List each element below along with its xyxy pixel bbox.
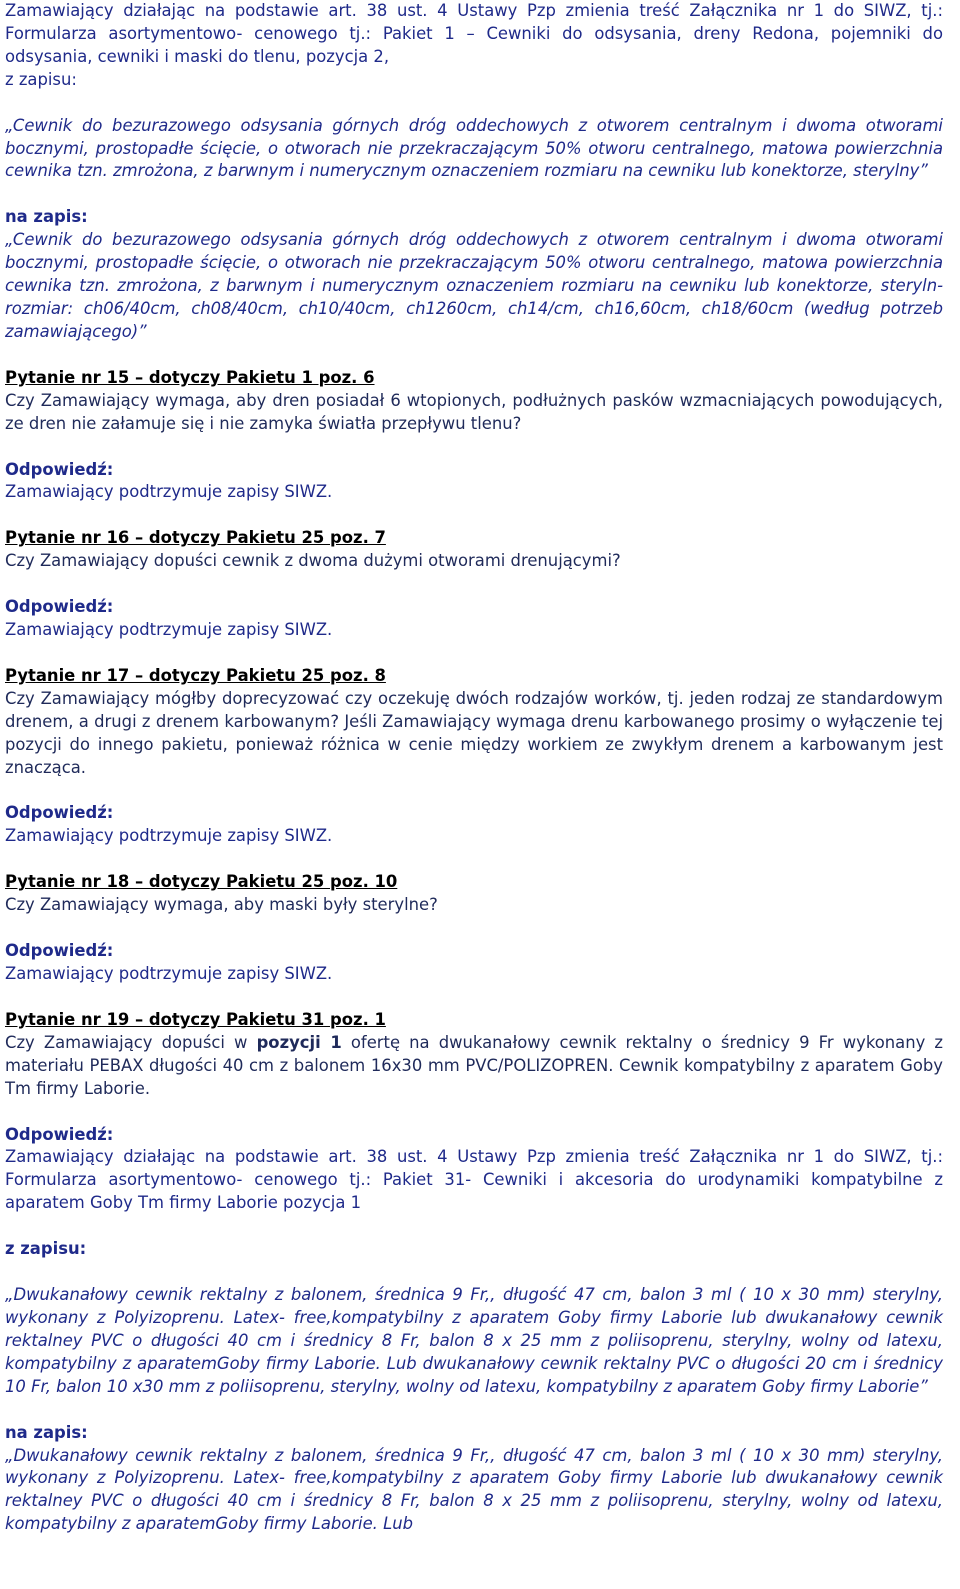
question-17-answer-label: Odpowiedź: (5, 803, 114, 823)
na-zapis-label: na zapis: (5, 207, 88, 227)
question-18-text: Czy Zamawiający wymaga, aby maski były sterylne? (5, 895, 438, 915)
question-15-answer: Zamawiający podtrzymuje zapisy SIWZ. (5, 482, 333, 502)
question-15-header: Pytanie nr 15 – dotyczy Pakietu 1 poz. 6 (5, 367, 375, 387)
document-page (5, 0, 943, 1536)
na-zapis-text: „Cewnik do bezurazowego odsysania górnych dróg oddechowych z otworem centralnym i dwoma otworami bocznymi, prostopadłe ścięcie, o otworach nie przekraczającym 50% otworu centralnego, matowa powierzchnia cewnika tzn. zmrożona, z barwnym i numerycznym oznaczeniem rozmiaru na cewniku lub konektorze, steryln- rozmiar: ch06/40cm, ch08/40cm, ch10/40cm, ch1260cm, ch14/cm, ch16,60cm, ch18/60cm (według potrzeb zamawiającego)” (5, 230, 943, 341)
question-16-answer: Zamawiający podtrzymuje zapisy SIWZ. (5, 620, 333, 640)
question-17-text: Czy Zamawiający mógłby doprecyzować czy oczekuję dwóch rodzajów worków, tj. jeden rodzaj ze standardowym drenem, a drugi z drenem karbowanym? Jeśli Zamawiający wymaga drenu karbowanego prosimy o wyłączenie tej pozycji do innego pakietu, ponieważ różnica w cenie między workiem ze zwykłym drenem a karbowanym jest znacząca. (5, 688, 943, 777)
question-16-answer-label: Odpowiedź: (5, 597, 114, 617)
question-18-header: Pytanie nr 18 – dotyczy Pakietu 25 poz. 10 (5, 872, 398, 892)
question-15-text: Czy Zamawiający wymaga, aby dren posiadał 6 wtopionych, podłużnych pasków wzmacniających powodujących, ze dren nie załamuje się i nie zamyka światła przepływu tlenu? (5, 390, 943, 433)
question-19-answer-label: Odpowiedź: (5, 1124, 114, 1144)
question-19-text-after: ofertę na dwukanałowy cewnik rektalny o średnicy 9 Fr wykonany z materiału PEBAX długości 40 cm z balonem 16x30 mm PVC/POLIZOPREN. Cewnik kompatybilny z aparatem Goby Tm firmy Laborie. (5, 1032, 944, 1098)
question-19-answer: Zamawiający działając na podstawie art. 38 ust. 4 Ustawy Pzp zmienia treść Załącznika nr 1 do SIWZ, tj.: Formularza asortymentowo- cenowego tj.: Pakiet 31- Cewniki i akcesoria do urodynamiki kompatybilne z aparatem Goby Tm firmy Laborie pozycja 1 (5, 1147, 943, 1213)
question-15-answer-label: Odpowiedź: (5, 459, 114, 479)
q19-na-zapis-text: „Dwukanałowy cewnik rektalny z balonem, średnica 9 Fr,, długość 47 cm, balon 3 ml ( 10 x 30 mm) sterylny, wykonany z Polyizoprenu. Latex- free,kompatybilny z aparatem Goby firmy Laborie lub dwukanałowy cewnik rektalney PVC o długości 40 cm i średnicy 8 Fr, balon 8 x 25 mm z poliisoprenu, sterylny, wolny od latexu, kompatybilny z aparatemGoby firmy Laborie. Lub (5, 1445, 943, 1534)
intro-paragraph: Zamawiający działając na podstawie art. 38 ust. 4 Ustawy Pzp zmienia treść Załącznika nr 1 do SIWZ, tj.: Formularza asortymentowo- cenowego tj.: Pakiet 1 – Cewniki do odsysania, dreny Redona, pojemniki do odsysania, cewniki i maski do tlenu, pozycja 2, (5, 1, 943, 66)
question-19-text-before: Czy Zamawiający dopuści w (5, 1032, 257, 1052)
z-zapisu-label: z zapisu: (5, 69, 77, 89)
question-19-header: Pytanie nr 19 – dotyczy Pakietu 31 poz. 1 (5, 1009, 386, 1029)
question-18-answer: Zamawiający podtrzymuje zapisy SIWZ. (5, 964, 333, 983)
question-19-text (5, 1032, 943, 1101)
question-19-text-bold: pozycji 1 (256, 1032, 342, 1052)
question-17-answer: Zamawiający podtrzymuje zapisy SIWZ. (5, 826, 333, 846)
q19-z-zapisu-label: z zapisu: (5, 1239, 87, 1259)
q19-z-zapisu-text: „Dwukanałowy cewnik rektalny z balonem, średnica 9 Fr,, długość 47 cm, balon 3 ml ( 10 x 30 mm) sterylny, wykonany z Polyizoprenu. Latex- free,kompatybilny z aparatem Goby firmy Laborie lub dwukanałowy cewnik rektalney PVC o długości 40 cm i średnicy 8 Fr, balon 8 x 25 mm z poliisoprenu, sterylny, wolny od latexu, kompatybilny z aparatemGoby firmy Laborie. Lub dwukanałowy cewnik rektalny PVC o długości 20 cm i średnicy 10 Fr, balon 10 x30 mm z poliisoprenu, sterylny, wolny od latexu, kompatybilny z aparatem Goby firmy Laborie” (5, 1285, 943, 1396)
z-zapisu-text: „Cewnik do bezurazowego odsysania górnych dróg oddechowych z otworem centralnym i dwoma otworami bocznymi, prostopadłe ścięcie, o otworach nie przekraczającym 50% otworu centralnego, matowa powierzchnia cewnika tzn. zmrożona, z barwnym i numerycznym oznaczeniem rozmiaru na cewniku lub konektorze, sterylny” (5, 115, 943, 181)
question-16-header: Pytanie nr 16 – dotyczy Pakietu 25 poz. 7 (5, 528, 386, 548)
question-16-text: Czy Zamawiający dopuści cewnik z dwoma dużymi otworami drenującymi? (5, 551, 621, 571)
q19-na-zapis-label: na zapis: (5, 1422, 88, 1442)
question-18-answer-label: Odpowiedź: (5, 941, 114, 961)
question-17-header: Pytanie nr 17 – dotyczy Pakietu 25 poz. 8 (5, 665, 386, 685)
